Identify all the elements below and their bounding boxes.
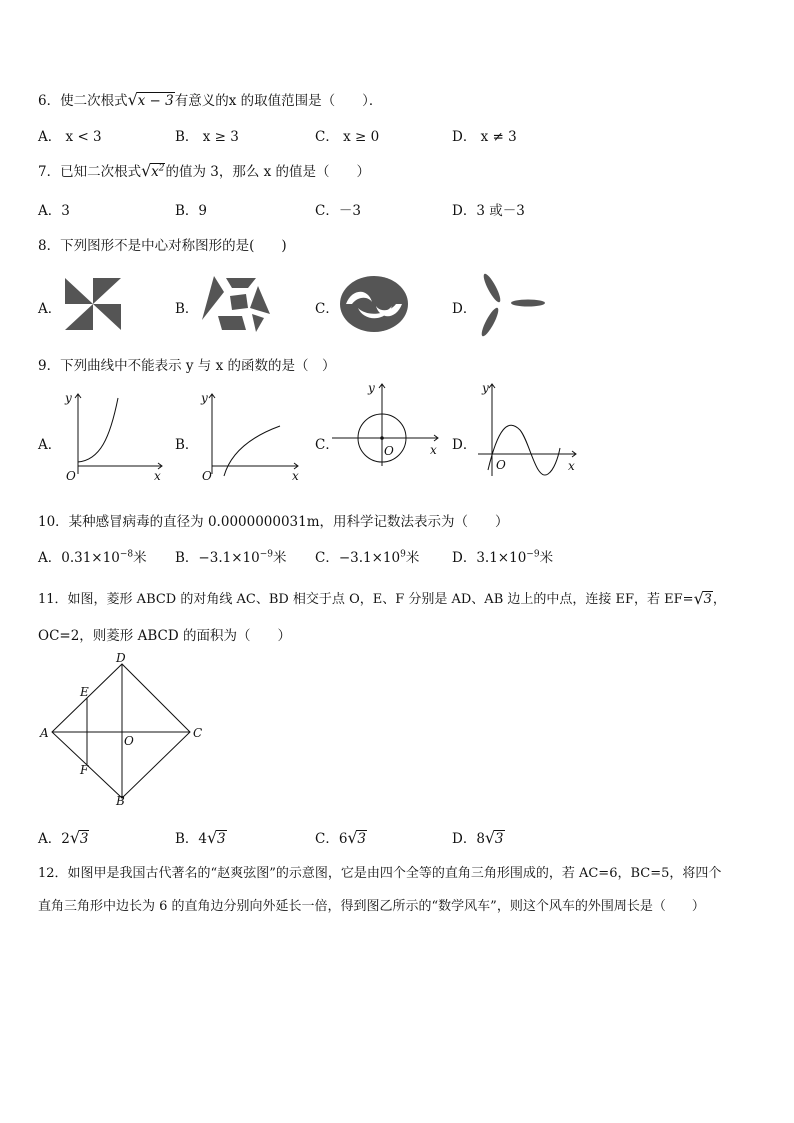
q6-option-a: A． x < 3 [38, 129, 102, 145]
q11-option-d-radical: √ 3 [484, 828, 504, 847]
q6-option-b: B． x ≥ 3 [175, 129, 239, 145]
point-e-label: E [80, 685, 89, 699]
circle-swirl-figure [338, 274, 410, 334]
q7-exponent: 2 [158, 163, 165, 174]
q8-label-b: B． [175, 301, 199, 317]
q11-option-c-radicand: 3 [357, 831, 367, 847]
q11-option-d-label: D．8 [452, 831, 485, 847]
q7-option-d: D．3 或－3 [452, 203, 525, 219]
q11-option-a-label: A．2 [38, 831, 70, 847]
q6-stem-a: 6．使二次根式 [38, 93, 128, 109]
q9-label-c: C． [315, 437, 339, 453]
q11-option-b-radical: √ 3 [207, 828, 226, 847]
q11-option-c-label: C．6 [315, 831, 348, 847]
q11-stem-line2: OC=2，则菱形 ABCD 的面积为（ ） [38, 628, 291, 644]
graph-c-figure [328, 378, 446, 468]
q9-label-a: A． [38, 437, 62, 453]
graph-c-y-label: y [368, 381, 375, 395]
q11-stem-a: 11．如图，菱形 ABCD 的对角线 AC、BD 相交于点 O，E、F 分别是 AD、AB 边上的中点，连接 EF，若 EF= [38, 592, 694, 607]
q7-option-a: A．3 [38, 203, 70, 219]
q6-radical: √ x − 3 [127, 90, 174, 109]
point-f-label: F [80, 763, 89, 777]
q11-option-c-radical: √ 3 [347, 828, 367, 847]
q12-stem-line2: 直角三角形中边长为 6 的直角边分别向外延长一倍，得到图乙所示的“数学风车”，则这个风车的外围周长是（ ） [38, 899, 705, 914]
q10-option-d-label: D． [452, 550, 477, 566]
q10-option-c-base: −3.1×10 [338, 550, 401, 566]
q10-option-b-label: B． [175, 550, 199, 566]
q7-option-c: C．－3 [315, 203, 361, 219]
q10-option-c [315, 546, 419, 566]
graph-b-figure [198, 388, 308, 484]
point-a-label: A [40, 726, 49, 740]
graph-a-y-label: y [65, 391, 72, 405]
q10-option-b-base: −3.1×10 [198, 550, 260, 566]
graph-a-x-label: x [154, 469, 161, 483]
graph-b-y-label: y [201, 391, 208, 405]
point-o-label: O [124, 734, 134, 748]
q10-option-c-label: C． [315, 550, 339, 566]
q11-option-a-radical: √ 3 [69, 828, 89, 847]
q11-option-b-label: B．4 [175, 831, 208, 847]
graph-c-origin: O [384, 444, 394, 458]
q8-stem: 8．下列图形不是中心对称图形的是( ) [38, 238, 287, 254]
q7-option-b: B．9 [175, 203, 208, 219]
q10-option-c-unit: 米 [405, 550, 420, 566]
q10-option-d-exp: −9 [526, 549, 540, 560]
q10-option-d-unit: 米 [539, 550, 554, 566]
point-c-label: C [193, 726, 203, 740]
graph-d-origin: O [496, 458, 506, 472]
q9-label-d: D． [452, 437, 477, 453]
q8-label-a: A． [38, 301, 62, 317]
q10-option-a-label: A． [38, 550, 62, 566]
point-d-label: D [116, 652, 126, 665]
q11-stem-line1 [38, 588, 726, 607]
q7-stem-b: 的值为 3，那么 x 的值是（ ） [165, 164, 371, 180]
q10-stem: 10．某种感冒病毒的直径为 0.0000000031m，用科学记数法表示为（ ） [38, 514, 509, 530]
q7-radicand: x [151, 164, 159, 180]
point-b-label: B [116, 794, 125, 808]
rhombus-figure [36, 652, 212, 808]
q9-label-b: B． [175, 437, 199, 453]
q11-option-a-radicand: 3 [79, 831, 89, 847]
q6-stem [38, 89, 382, 109]
q11-ef-radical: √ 3 [693, 589, 712, 608]
q10-option-b-exp: −9 [259, 549, 273, 560]
graph-d-y-label: y [482, 381, 489, 395]
q12-stem-line1: 12．如图甲是我国古代著名的“赵爽弦图”的示意图，它是由四个全等的直角三角形围成的，若 AC=6，BC=5，将四个 [38, 866, 722, 881]
q6-option-d: D． x ≠ 3 [452, 129, 517, 145]
q10-option-a-exp: −8 [119, 549, 134, 560]
q7-radical: √ $x^2$ [141, 160, 165, 180]
q11-option-c [315, 827, 367, 847]
q7-stem [38, 160, 370, 180]
q11-option-d [452, 827, 505, 847]
q11-stem-a-end: ， [712, 592, 726, 607]
q8-label-d: D． [452, 301, 477, 317]
q11-option-b-radicand: 3 [217, 831, 226, 847]
q10-option-b [175, 546, 286, 566]
q9-stem: 9．下列曲线中不能表示 y 与 x 的函数的是（ ） [38, 358, 336, 374]
graph-a-figure [60, 388, 170, 484]
q11-option-d-radicand: 3 [494, 831, 504, 847]
rotated-shapes-figure [200, 274, 272, 334]
q10-option-a-unit: 米 [133, 550, 147, 566]
graph-b-x-label: x [292, 469, 299, 483]
graph-a-origin: O [66, 469, 76, 483]
q10-option-a-base: 0.31×10 [61, 550, 120, 566]
q7-stem-a: 7．已知二次根式 [38, 164, 142, 180]
q10-option-c-exp: 9 [400, 549, 406, 560]
q6-radicand: x − 3 [137, 93, 174, 109]
q10-option-b-unit: 米 [272, 550, 287, 566]
q10-option-a [38, 546, 147, 566]
pinwheel-figure [63, 276, 123, 332]
graph-c-x-label: x [430, 443, 437, 457]
graph-d-x-label: x [568, 459, 575, 473]
q11-option-a [38, 827, 89, 847]
graph-d-figure [472, 378, 584, 484]
q10-option-d-base: 3.1×10 [476, 550, 527, 566]
q8-label-c: C． [315, 301, 339, 317]
q10-option-d [452, 546, 553, 566]
graph-b-origin: O [202, 469, 212, 483]
three-petal-figure [470, 268, 550, 344]
q11-option-b [175, 827, 227, 847]
q6-option-c: C． x ≥ 0 [315, 129, 380, 145]
q11-ef-radicand: 3 [703, 592, 712, 607]
q6-stem-b: 有意义的x 的取值范围是（ ）． [174, 93, 383, 109]
